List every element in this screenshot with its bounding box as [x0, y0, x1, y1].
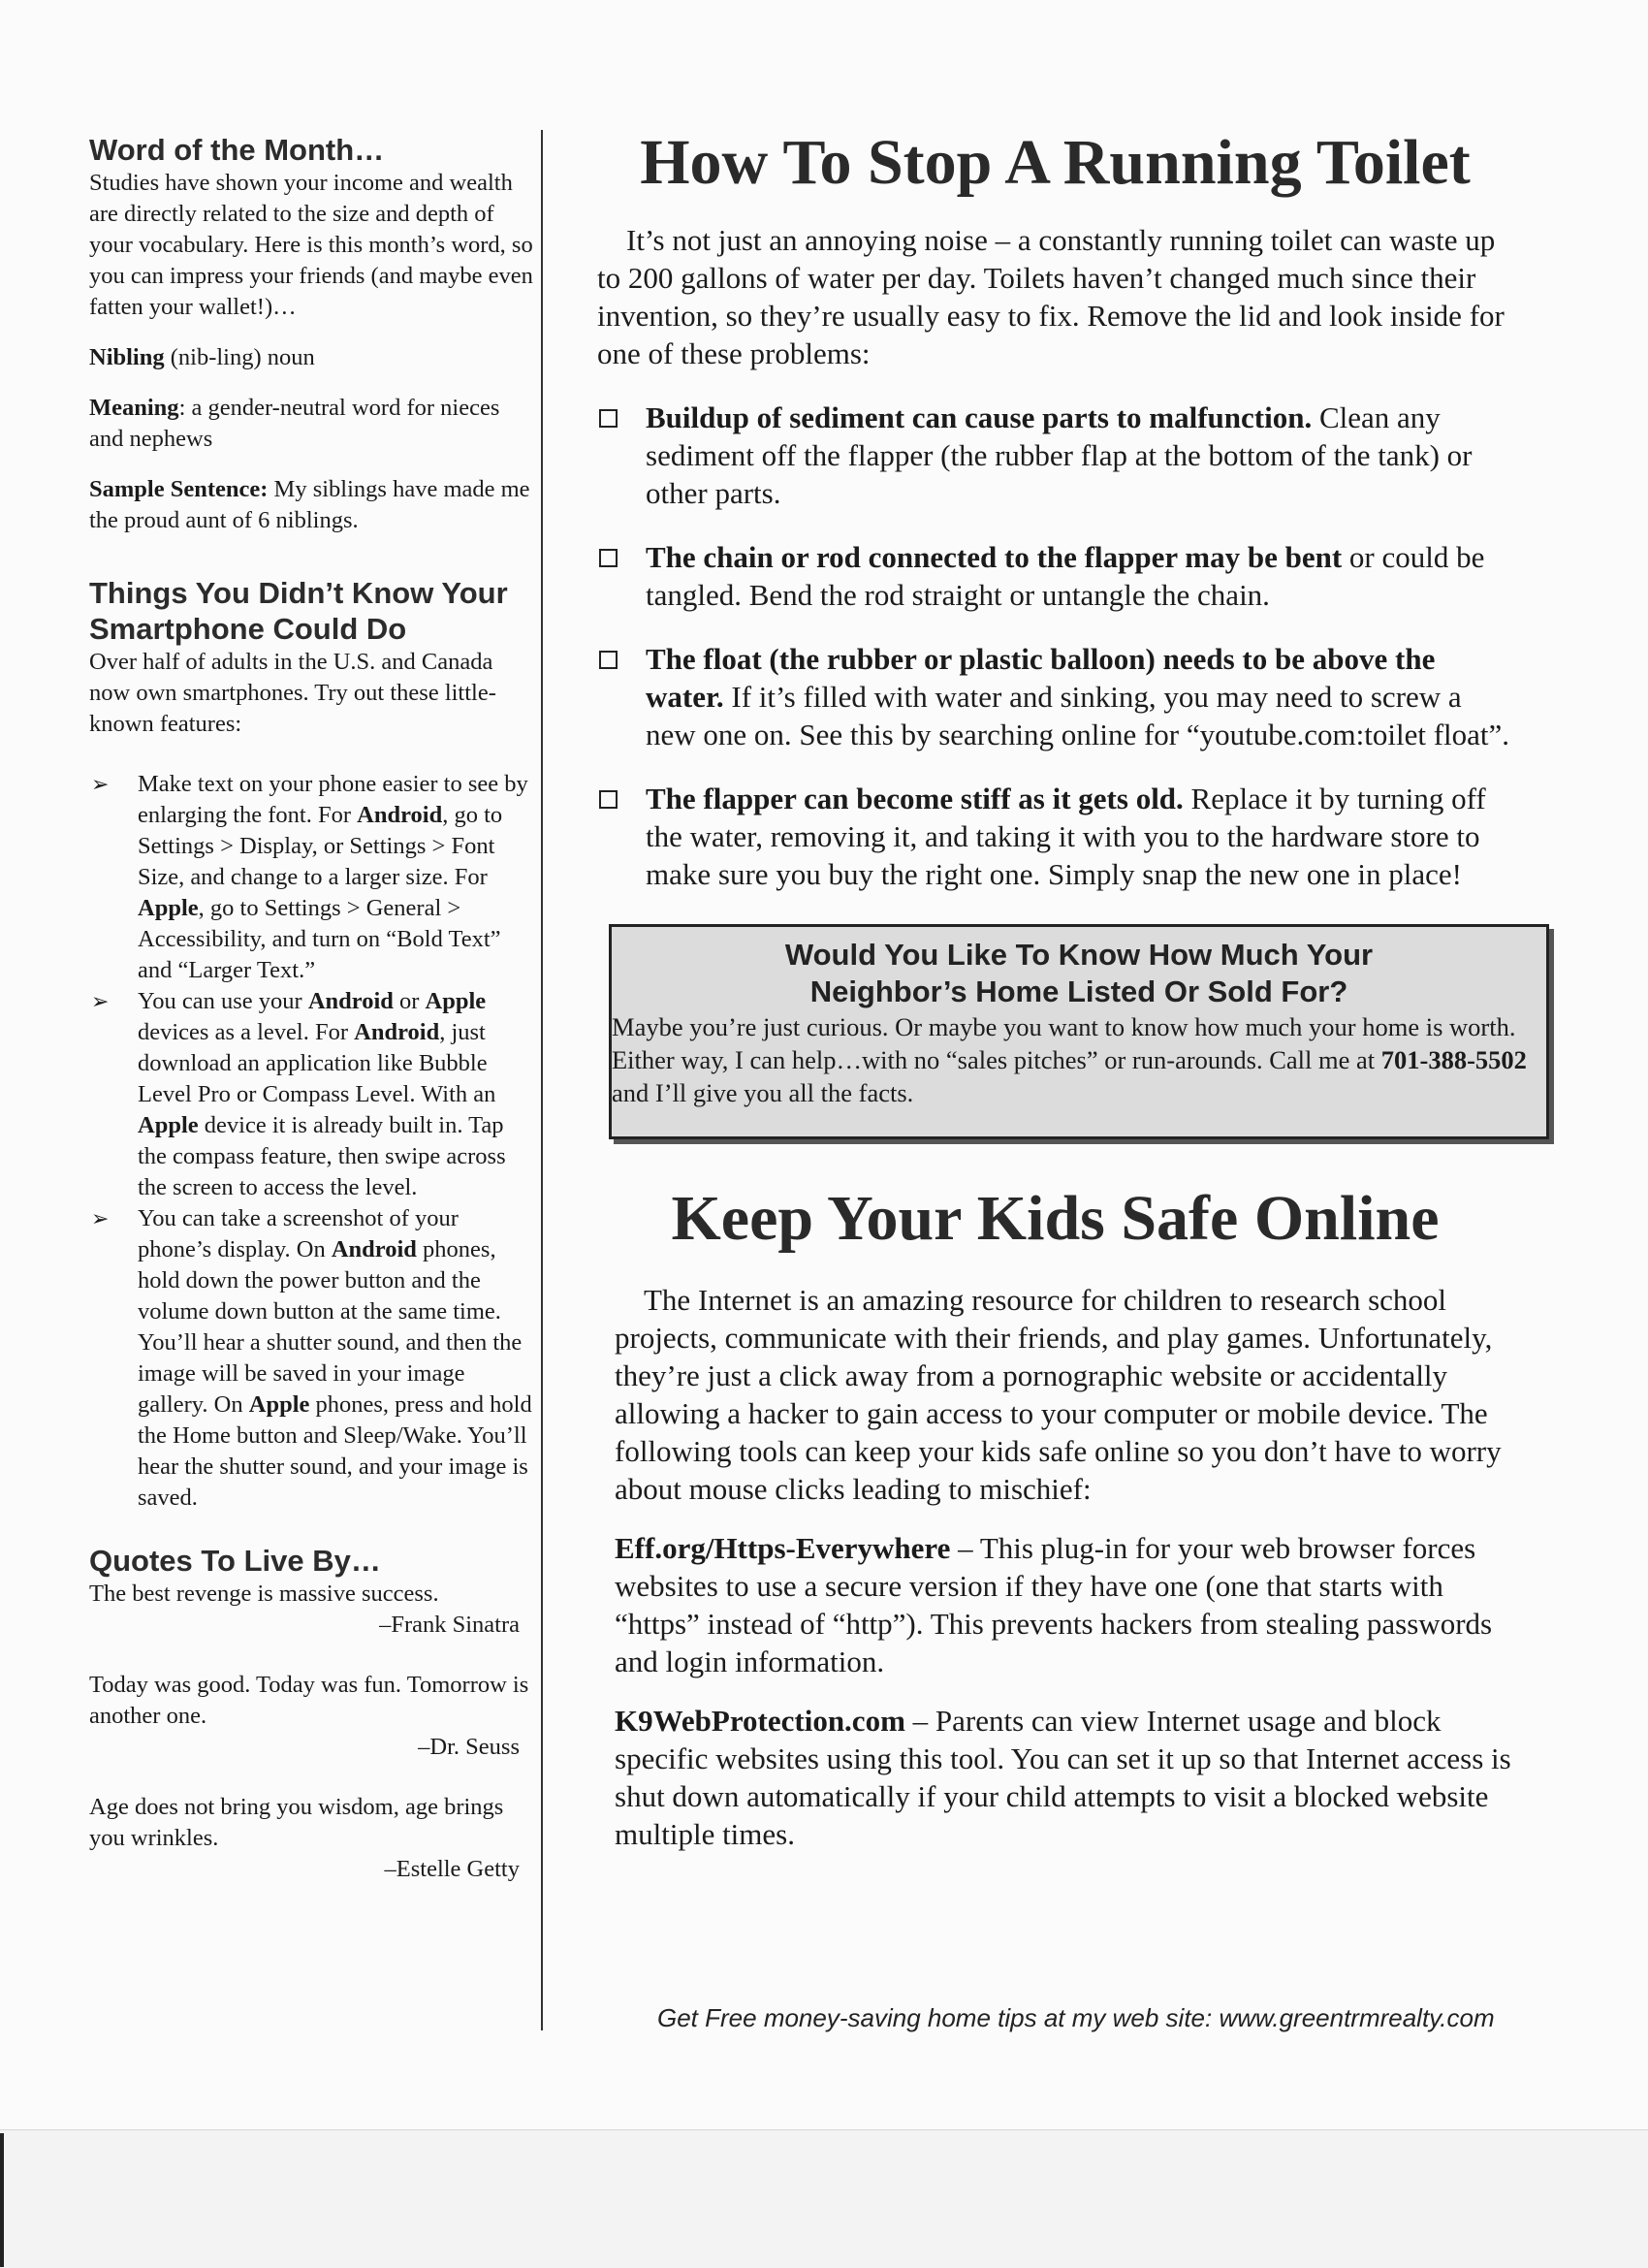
tool-name: K9WebProtection.com — [615, 1704, 905, 1738]
smartphone-intro: Over half of adults in the U.S. and Canada now own smartphones. Try out these little-known features: — [89, 649, 496, 737]
callout-heading-line: Neighbor’s Home Listed Or Sold For? — [809, 974, 1348, 1008]
item-text: Replace it by turning off the water, removing it, and taking it with you to the hardware store to make sure you buy the right one. Simply snap the new one in place! — [646, 782, 1486, 891]
quotes-heading: Quotes To Live By… — [89, 1544, 381, 1578]
callout-text — [612, 1010, 1546, 1109]
tip-text: , just download an application like Bubble Level Pro or Compass Level. With an — [138, 1019, 496, 1107]
meaning-text: : a gender-neutral word for nieces and nephews — [89, 395, 500, 452]
word-pronunciation: (nib-ling) noun — [164, 344, 315, 370]
footer-web-tip: Get Free money-saving home tips at my web site: www.greentrmrealty.com — [657, 2003, 1495, 2032]
toilet-intro: It’s not just an annoying noise – a constantly running toilet can waste up to 200 gallons of water per day. Toilets haven’t changed much since their invention, so they’re usually easy to fix. Remove the lid and look inside for one of these problems: — [597, 223, 1505, 370]
tip-bold: Apple — [425, 988, 487, 1014]
callout-heading — [612, 937, 1546, 1010]
tip-bold: Apple — [138, 1112, 199, 1138]
tip-bold: Android — [357, 802, 443, 828]
callout-text-a: Maybe you’re just curious. Or maybe you want to know how much your home is worth. Either way, I can help…with no “sales pitches” or run-arounds. Call me at — [612, 1012, 1516, 1074]
tip-text: phones, press and hold the Home button and Sleep/Wake. You’ll hear the shutter sound, and your image is saved. — [138, 1391, 532, 1511]
tool-item — [597, 1702, 1513, 1853]
tip-text: , go to Settings > General > Accessibility, and turn on “Bold Text” and “Larger Text.” — [138, 895, 501, 983]
meaning-label: Meaning — [89, 395, 179, 421]
tool-text: – This plug-in for your web browser forces websites to use a secure version if they have one (one that starts with “https” instead of “http”). This prevents hackers from stealing passwords and login information. — [615, 1531, 1493, 1678]
phone-number: 701-388-5502 — [1380, 1045, 1527, 1074]
column-divider — [541, 130, 543, 2030]
arrow-bullet-icon: ➢ — [91, 1206, 110, 1230]
item-bold: The chain or rod connected to the flapper may be bent — [646, 540, 1343, 574]
item-bold: Buildup of sediment can cause parts to malfunction. — [646, 400, 1313, 434]
item-bold: The flapper can become stiff as it gets old. — [646, 782, 1184, 815]
quote-text: The best revenge is massive success. — [89, 1581, 439, 1607]
tip-text: device it is already built in. Tap the compass feature, then swipe across the screen to access the level. — [138, 1112, 506, 1200]
list-item — [89, 1203, 535, 1514]
sidebar — [89, 132, 535, 1885]
scan-edge-mark — [0, 2133, 4, 2267]
tip-bold: Android — [307, 988, 394, 1014]
tool-item — [597, 1529, 1513, 1680]
quote-author: –Frank Sinatra — [379, 1612, 520, 1638]
word-of-month-heading: Word of the Month… — [89, 133, 385, 167]
tip-text: devices as a level. For — [138, 1019, 355, 1045]
sample-text: My siblings have made me the proud aunt of 6 niblings. — [89, 476, 530, 533]
smartphone-heading: Things You Didn’t Know Your Smartphone Could Do — [89, 576, 508, 646]
quote-author: –Estelle Getty — [384, 1856, 520, 1882]
checkbox-icon — [599, 409, 618, 428]
tip-bold: Apple — [138, 895, 199, 921]
tip-text: phones, hold down the power button and the volume down button at the same time. You’ll hear a shutter sound, and then the image will be saved in your image gallery. On — [138, 1236, 523, 1418]
kids-intro: The Internet is an amazing resource for children to research school projects, communicate with their friends, and play games. Unfortunately, they’re just a click away from a pornographic website or accidentally allowing a hacker to gain access to your computer or mobile device. The following tools can keep your kids safe online so you don’t have to worry about mouse clicks leading to mischief: — [615, 1283, 1502, 1506]
word-sample — [89, 474, 535, 536]
sample-label: Sample Sentence: — [89, 476, 269, 502]
word-term — [89, 342, 535, 373]
scan-bottom-margin — [0, 2129, 1648, 2268]
item-text: If it’s filled with water and sinking, you may need to screw a new one on. See this by searching online for “youtube.com:toilet float”. — [646, 680, 1510, 751]
list-item — [597, 780, 1513, 893]
list-item — [597, 538, 1513, 614]
toilet-checklist — [597, 399, 1513, 893]
tip-bold: Android — [331, 1236, 417, 1262]
callout-text-b: and I’ll give you all the facts. — [612, 1078, 914, 1107]
checkbox-icon — [599, 790, 618, 809]
word-intro: Studies have shown your income and wealth are directly related to the size and depth of your vocabulary. Here is this month’s word, so you can impress your friends (and maybe even fatten your wallet!)… — [89, 170, 533, 320]
checkbox-icon — [599, 651, 618, 669]
checkbox-icon — [599, 549, 618, 567]
tip-text: Make text on your phone easier to see by enlarging the font. For — [138, 771, 528, 828]
arrow-bullet-icon: ➢ — [91, 989, 110, 1013]
main-column — [597, 126, 1527, 1853]
item-text: Clean any sediment off the flapper (the rubber flap at the bottom of the tank) or other parts. — [646, 400, 1473, 510]
arrow-bullet-icon: ➢ — [91, 772, 110, 796]
item-text: or could be tangled. Bend the rod straight or untangle the chain. — [646, 540, 1485, 612]
item-bold: The float (the rubber or plastic balloon) needs to be above the water. — [646, 642, 1436, 714]
quote-text: Today was good. Today was fun. Tomorrow is another one. — [89, 1672, 529, 1729]
word-meaning — [89, 393, 535, 455]
smartphone-tips-list — [89, 769, 535, 1514]
callout-heading-line: Would You Like To Know How Much Your — [784, 938, 1374, 972]
tip-text: You can use your — [138, 988, 308, 1014]
tool-text: – Parents can view Internet usage and block specific websites using this tool. You can set it up so that Internet access is shut down automatically if your child attempts to visit a blocked website multiple times. — [615, 1704, 1511, 1851]
list-item — [597, 399, 1513, 512]
list-item — [89, 769, 535, 986]
tip-text: or — [393, 988, 426, 1014]
quote-text: Age does not bring you wisdom, age brings you wrinkles. — [89, 1794, 504, 1851]
tool-name: Eff.org/Https-Everywhere — [615, 1531, 951, 1565]
list-item — [89, 986, 535, 1203]
kids-heading: Keep Your Kids Safe Online — [671, 1183, 1440, 1254]
tip-bold: Apple — [248, 1391, 310, 1418]
toilet-heading: How To Stop A Running Toilet — [640, 127, 1471, 198]
quote-author: –Dr. Seuss — [418, 1734, 520, 1760]
list-item — [597, 640, 1513, 753]
tip-bold: Android — [354, 1019, 440, 1045]
tip-text: You can take a screenshot of your phone’s display. On — [138, 1205, 459, 1262]
word-term-bold: Nibling — [89, 344, 165, 370]
home-value-callout — [609, 924, 1549, 1139]
tip-text: , go to Settings > Display, or Settings > Font Size, and change to a larger size. For — [138, 802, 503, 890]
